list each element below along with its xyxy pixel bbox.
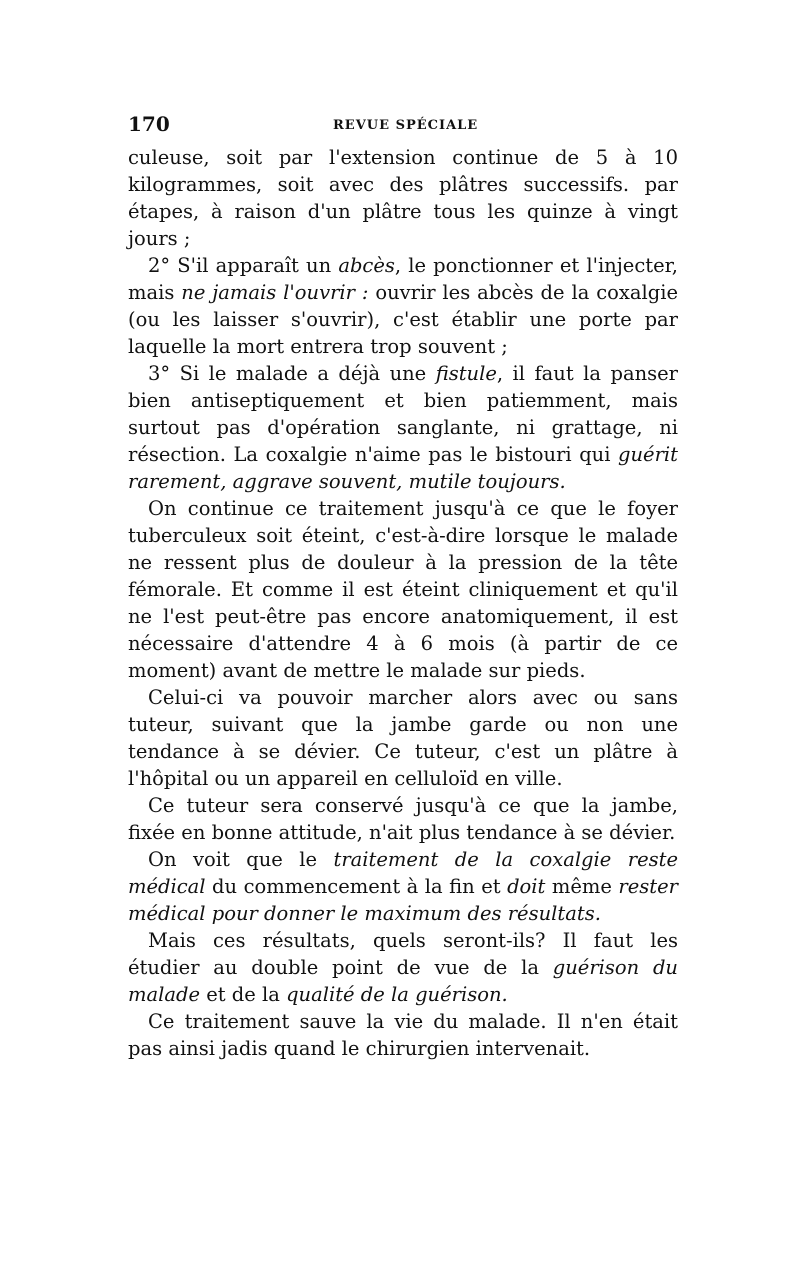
italic-text: rester médical pour donner le maximum des résultats. <box>128 875 678 925</box>
text-run: On continue ce traitement jusqu'à ce que le foyer tuberculeux soit éteint, c'est-à-dire lorsque le malade ne ressent plus de douleur à la pression de la tête fémorale. Et comme il est éteint cliniquement et qu'il ne l'est peut-être pas encore anatomiquement, il est nécessaire d'attendre 4 à 6 mois (à partir de ce moment) avant de mettre le malade sur pieds. <box>128 497 678 682</box>
text-run: 2° S'il apparaît un <box>148 254 339 277</box>
italic-text: qualité de la guérison. <box>286 983 508 1006</box>
paragraph <box>128 927 678 1008</box>
page-header <box>128 112 678 144</box>
text-run: du commencement à la fin et <box>205 875 508 898</box>
text-run: Celui-ci va pouvoir marcher alors avec ou sans tuteur, suivant que la jambe garde ou non une tendance à se dévier. Ce tuteur, c'est un plâtre à l'hôpital ou un appareil en celluloïd en ville. <box>128 686 678 790</box>
italic-text: doit <box>507 875 546 898</box>
paragraph <box>128 792 678 846</box>
text-run: ouvrir les abcès de la coxalgie (ou les laisser s'ouvrir), c'est établir une porte par laquelle la mort entrera trop souvent ; <box>128 281 679 358</box>
paragraph <box>128 846 678 927</box>
text-run: et de la <box>200 983 287 1006</box>
paragraph <box>128 252 678 360</box>
italic-text: traitement de la coxalgie reste médical <box>128 848 678 898</box>
page-number: 170 <box>128 112 170 136</box>
text-run: même <box>545 875 619 898</box>
body-text <box>128 144 678 1062</box>
running-head: REVUE SPÉCIALE <box>333 118 479 133</box>
paragraph <box>128 684 678 792</box>
italic-text: guérit rarement, aggrave souvent, mutile toujours. <box>128 443 678 493</box>
paragraph <box>128 495 678 684</box>
text-run: , le ponctionner et l'injecter, mais <box>128 254 678 304</box>
text-run: culeuse, soit par l'extension continue de 5 à 10 kilogrammes, soit avec des plâtres successifs. par étapes, à raison d'un plâtre tous les quinze à vingt jours ; <box>128 146 678 250</box>
text-run: Ce tuteur sera conservé jusqu'à ce que la jambe, fixée en bonne attitude, n'ait plus tendance à se dévier. <box>128 794 678 844</box>
italic-text: ne jamais l'ouvrir : <box>181 281 369 304</box>
text-run: 3° Si le malade a déjà une <box>148 362 436 385</box>
italic-text: fistule <box>435 362 497 385</box>
text-run: Ce traitement sauve la vie du malade. Il n'en était pas ainsi jadis quand le chirurgien intervenait. <box>128 1010 678 1060</box>
text-run: On voit que le <box>148 848 334 871</box>
italic-text: abcès <box>338 254 395 277</box>
paragraph <box>128 144 678 252</box>
page <box>128 112 678 1062</box>
italic-text: guérison du malade <box>128 956 678 1006</box>
paragraph <box>128 360 678 495</box>
paragraph <box>128 1008 678 1062</box>
text-run: , il faut la panser bien antiseptiquement et bien patiemment, mais surtout pas d'opération sanglante, ni grattage, ni résection. La coxalgie n'aime pas le bistouri qui <box>128 362 678 466</box>
text-run: Mais ces résultats, quels seront-ils? Il faut les étudier au double point de vue de la <box>128 929 678 979</box>
